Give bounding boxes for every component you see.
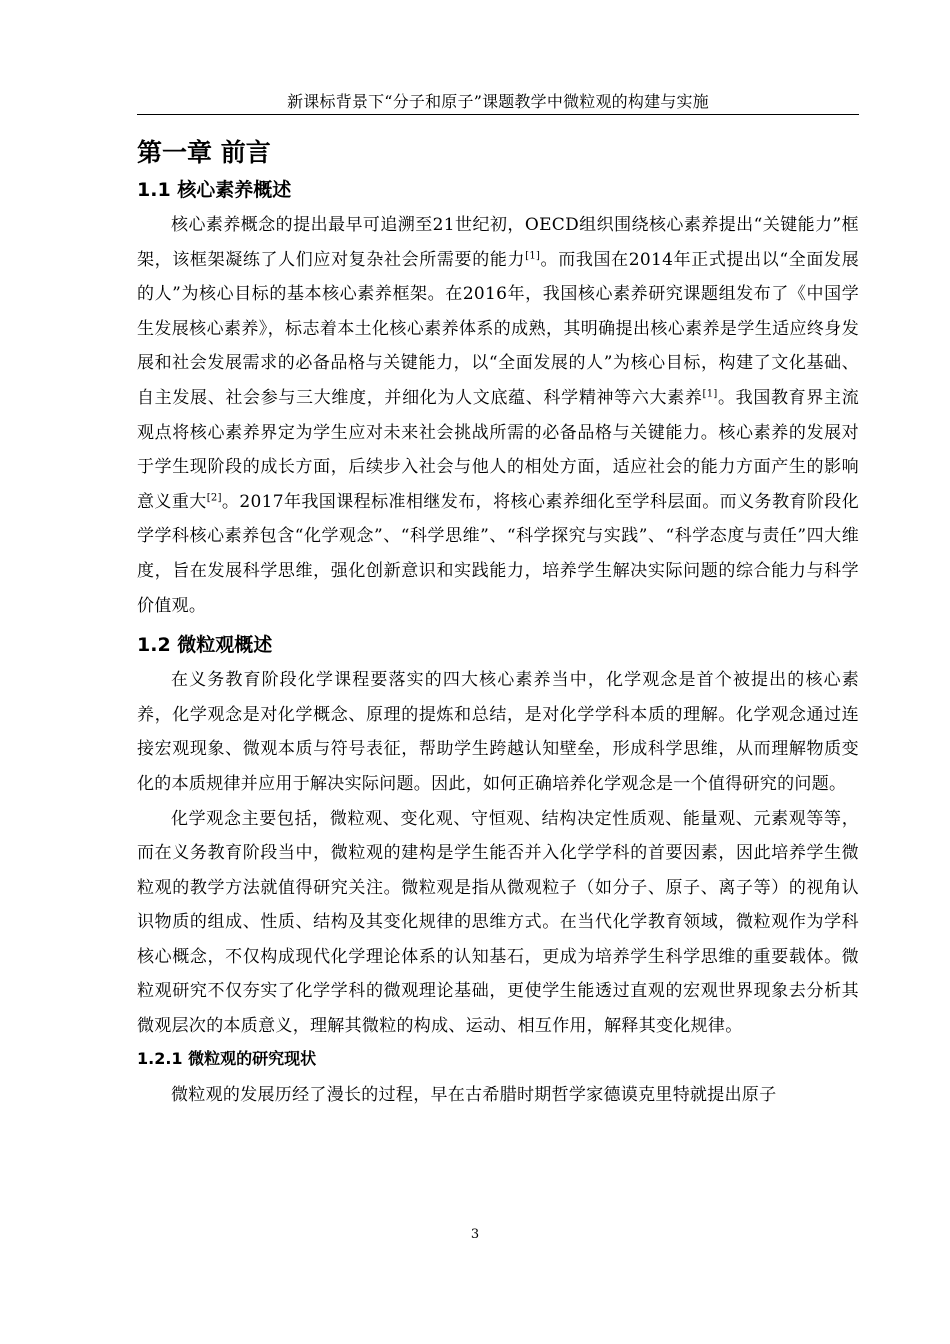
page-content (137, 138, 859, 1112)
paragraph-text: 。我国教育界主流观点将核心素养界定为学生应对未来社会挑战所需的必备品格与关键能力。核心素养的发展对于学生现阶段的成长方面，后续步入社会与他人的相处方面，适应社会的能力方面产生的影响意义重大 (137, 387, 859, 512)
paragraph-particle-view: 化学观念主要包括，微粒观、变化观、守恒观、结构决定性质观、能量观、元素观等等，而在义务教育阶段当中，微粒观的建构是学生能否并入化学学科的首要因素，因此培养学生微粒观的教学方法就值得研究关注。微粒观是指从微观粒子（如分子、原子、离子等）的视角认识物质的组成、性质、结构及其变化规律的思维方式。在当代化学教育领域，微粒观作为学科核心概念，不仅构成现代化学理论体系的认知基石，更成为培养学生科学思维的重要载体。微粒观研究不仅夯实了化学学科的微观理论基础，更使学生能透过直观的宏观世界现象去分析其微观层次的本质意义，理解其微粒的构成、运动、相互作用，解释其变化规律。 (137, 808, 859, 1037)
citation-ref: [2] (206, 492, 222, 504)
header-rule (137, 114, 859, 115)
paragraph-text: 核心素养概念的提出最早可追溯至21世纪初，OECD组织围绕核心素养提出“关键能力”框架，该框架凝练了人们应对复杂社会所需要的能力 (137, 215, 859, 270)
paragraph-text: 。2017年我国课程标准相继发布，将核心素养细化至学科层面。而义务教育阶段化学学科核心素养包含“化学观念”、“科学思维”、“科学探究与实践”、“科学态度与责任”四大维度，旨在发展科学思维，强化创新意识和实践能力，培养学生解决实际问题的综合能力与科学价值观。 (137, 491, 859, 616)
paragraph-text: 。而我国在2014年正式提出以“全面发展的人”为核心目标的基本核心素养框架。在2016年，我国核心素养研究课题组发布了《中国学生发展核心素养》，标志着本土化核心素养体系的成熟，其明确提出核心素养是学生适应终身发展和社会发展需求的必备品格与关键能力，以“全面发展的人”为核心目标，构建了文化基础、自主发展、社会参与三大维度，并细化为人文底蕴、科学精神等六大素养 (137, 249, 859, 408)
running-header: 新课标背景下“分子和原子”课题教学中微粒观的构建与实施 (287, 92, 709, 111)
paragraph-chemistry-concepts: 在义务教育阶段化学课程要落实的四大核心素养当中，化学观念是首个被提出的核心素养，化学观念是对化学概念、原理的提炼和总结，是对化学学科本质的理解。化学观念通过连接宏观现象、微观本质与符号表征，帮助学生跨越认知壁垒，形成科学思维，从而理解物质变化的本质规律并应用于解决实际问题。因此，如何正确培养化学观念是一个值得研究的问题。 (137, 670, 859, 794)
section-heading-1-2: 1.2 微粒观概述 (137, 634, 273, 657)
citation-ref: [1] (525, 249, 541, 261)
page-number: 3 (470, 1227, 480, 1242)
section-heading-1-1: 1.1 核心素养概述 (137, 179, 292, 201)
chapter-title: 第一章 前言 (137, 138, 271, 167)
paragraph-research-status: 微粒观的发展历经了漫长的过程，早在古希腊时期哲学家德谟克里特就提出原子 (171, 1084, 777, 1105)
subsection-heading-1-2-1: 1.2.1 微粒观的研究现状 (137, 1048, 317, 1068)
citation-ref: [1] (702, 388, 718, 400)
paragraph-core-literacy (137, 208, 859, 623)
spacer (137, 623, 859, 633)
